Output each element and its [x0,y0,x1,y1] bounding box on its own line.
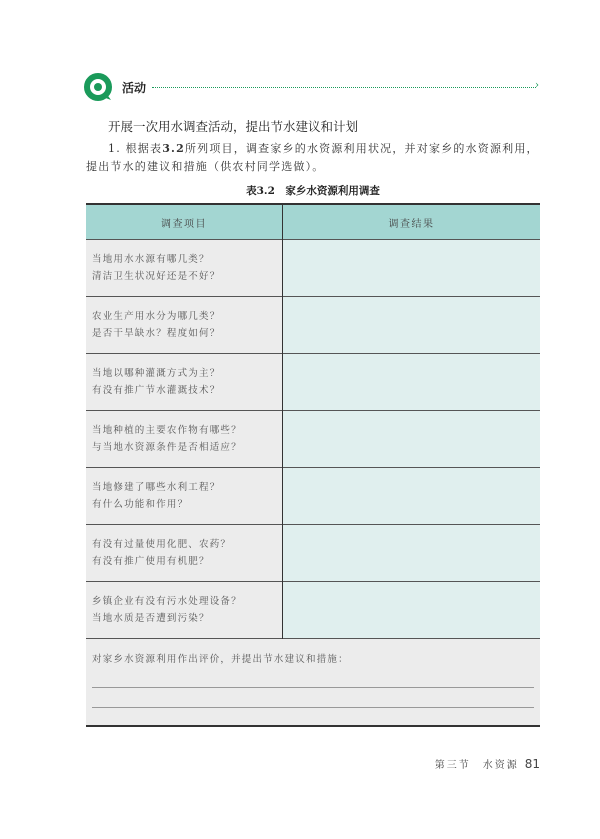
table-row [86,468,540,525]
survey-item-cell [86,582,283,639]
activity-label: 活动 [122,81,147,95]
survey-result-cell[interactable] [283,582,541,639]
survey-table [86,203,540,727]
table-row [86,240,540,297]
survey-item-cell [86,297,283,354]
survey-question: 清洁卫生状况好还是不好？ [92,271,221,282]
survey-result-cell[interactable] [283,468,541,525]
page-number: 81 [524,757,540,771]
page-footer [435,756,540,771]
answer-line [92,707,534,708]
survey-question: 是否干旱缺水？程度如何？ [92,328,221,339]
survey-question: 有没有过量使用化肥、农药？ [92,539,232,550]
evaluation-prompt: 对家乡水资源利用作出评价，并提出节水建议和措施： [92,654,349,665]
survey-question: 有没有推广节水灌溉技术？ [92,385,221,396]
table-ref: 3.2 [162,142,185,155]
survey-question: 有什么功能和作用？ [92,499,189,510]
header-survey-item: 调查项目 [86,204,283,240]
header-survey-result: 调查结果 [283,204,541,240]
survey-item-cell [86,468,283,525]
table-row [86,582,540,639]
survey-result-cell[interactable] [283,354,541,411]
table-row [86,411,540,468]
arrow-right-icon: › [535,80,539,91]
survey-question: 当地以哪种灌溉方式为主？ [92,368,221,379]
para-text: 所列项目，调查家乡的水资源利用状况，并对家乡的水资源利用，提出节水的建议和措施（供农村同学选做）。 [86,142,539,173]
survey-result-cell[interactable] [283,297,541,354]
survey-question: 当地种植的主要农作物有哪些？ [92,425,242,436]
dotted-divider [152,87,536,88]
survey-question: 农业生产用水分为哪几类？ [92,311,221,322]
survey-result-cell[interactable] [283,525,541,582]
survey-item-cell [86,240,283,297]
table-caption: 表3.2 家乡水资源利用调查 [246,185,380,197]
survey-question: 与当地水资源条件是否相适应？ [92,442,242,453]
evaluation-cell[interactable] [86,639,540,727]
table-row [86,297,540,354]
table-row [86,354,540,411]
activity-heading: 开展一次用水调查活动，提出节水建议和计划 [108,119,359,134]
survey-question: 当地水质是否遭到污染？ [92,613,210,624]
survey-question: 有没有推广使用有机肥？ [92,556,210,567]
answer-line [92,687,534,688]
survey-item-cell [86,525,283,582]
survey-question: 当地用水水源有哪几类？ [92,254,210,265]
para-prefix: 1. 根据表 [108,142,163,155]
instruction-paragraph [86,140,542,176]
survey-item-cell [86,354,283,411]
survey-question: 乡镇企业有没有污水处理设备？ [92,596,242,607]
activity-ring-icon [84,73,112,101]
section-title: 第三节 水资源 [434,760,519,771]
survey-result-cell[interactable] [283,240,541,297]
survey-question: 当地修建了哪些水利工程？ [92,482,221,493]
table-row [86,525,540,582]
survey-result-cell[interactable] [283,411,541,468]
survey-item-cell [86,411,283,468]
